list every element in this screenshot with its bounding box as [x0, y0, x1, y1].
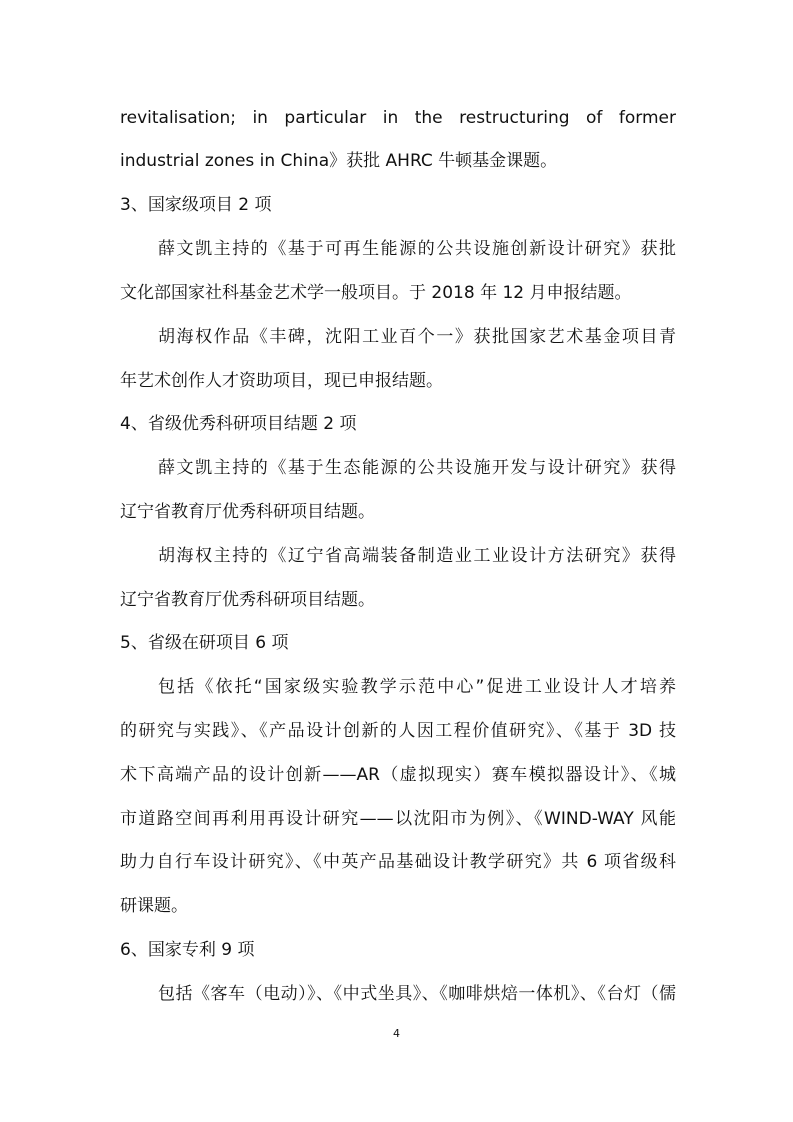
- text-line: 术下高端产品的设计创新——AR（虚拟现实）赛车模拟器设计》、《城: [120, 765, 676, 785]
- page-number: 4: [393, 1027, 400, 1040]
- text-line: 研课题。: [120, 896, 188, 916]
- text-line: 文化部国家社科基金艺术学一般项目。于 2018 年 12 月申报结题。: [120, 283, 632, 303]
- text-line: 市道路空间再利用再设计研究——以沈阳市为例》、《WIND-WAY 风能: [120, 809, 676, 829]
- text-line: 的研究与实践》、《产品设计创新的人因工程价值研究》、《基于 3D 技: [120, 721, 676, 741]
- text-line: 包括《依托“国家级实验教学示范中心”促进工业设计人才培养: [158, 677, 676, 697]
- section-heading: 5、省级在研项目 6 项: [120, 633, 289, 653]
- text-line: 胡海权作品《丰碑，沈阳工业百个一》获批国家艺术基金项目青: [158, 327, 676, 347]
- text-line: 助力自行车设计研究》、《中英产品基础设计教学研究》共 6 项省级科: [120, 852, 676, 872]
- text-line: 薛文凯主持的《基于可再生能源的公共设施创新设计研究》获批: [158, 239, 676, 259]
- text-line: revitalisation; in particular in the restructuring of former: [120, 108, 676, 128]
- text-line: industrial zones in China》获批 AHRC 牛顿基金课题。: [120, 151, 558, 171]
- text-line: 胡海权主持的《辽宁省高端装备制造业工业设计方法研究》获得: [158, 546, 676, 566]
- text-line: 辽宁省教育厅优秀科研项目结题。: [120, 502, 375, 522]
- text-line: 薛文凯主持的《基于生态能源的公共设施开发与设计研究》获得: [158, 458, 676, 478]
- section-heading: 6、国家专利 9 项: [120, 940, 255, 960]
- text-line: 辽宁省教育厅优秀科研项目结题。: [120, 590, 375, 610]
- section-heading: 3、国家级项目 2 项: [120, 195, 272, 215]
- section-heading: 4、省级优秀科研项目结题 2 项: [120, 414, 357, 434]
- text-line: 年艺术创作人才资助项目，现已申报结题。: [120, 371, 443, 391]
- text-line: 包括《客车（电动）》、《中式坐具》、《咖啡烘焙一体机》、《台灯（儒: [158, 984, 676, 1004]
